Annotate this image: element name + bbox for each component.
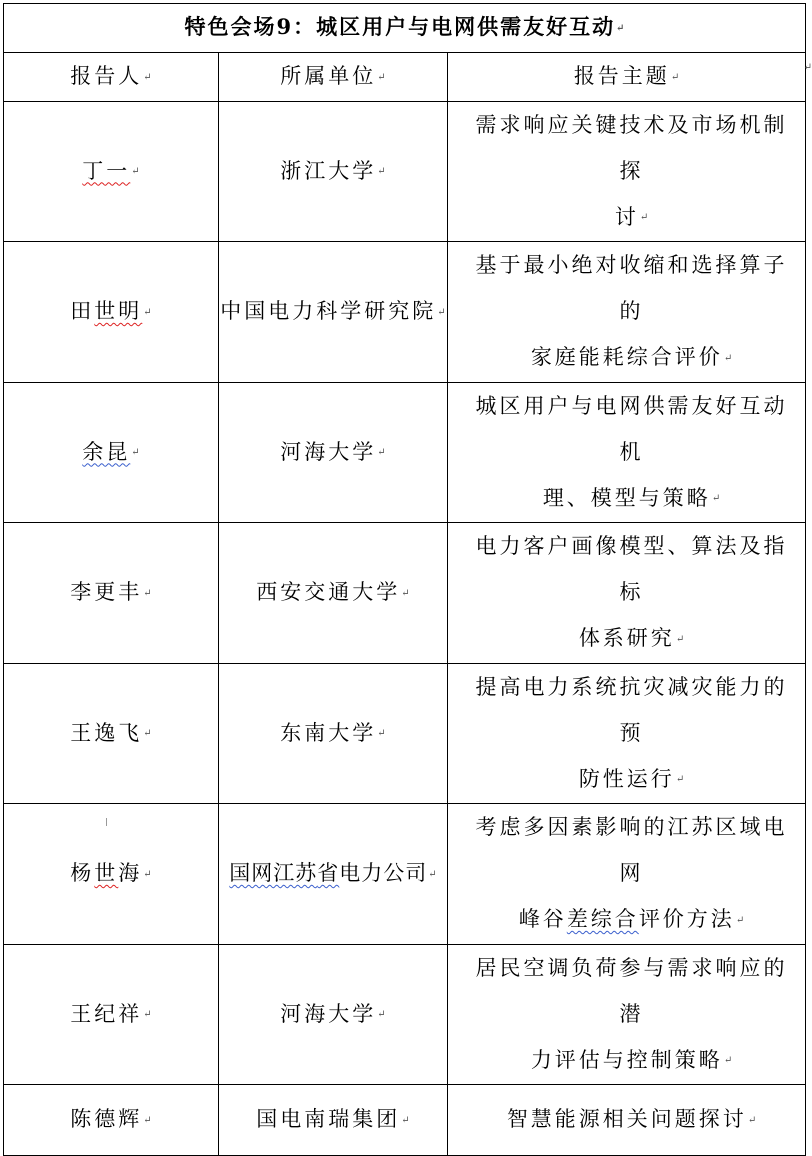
reporter-name: 杨世海↵ (4, 804, 219, 945)
reporter-name: 王纪祥↵ (4, 944, 219, 1085)
reporter-name: 田世明↵ (4, 242, 219, 383)
reporter-unit: 东南大学↵ (219, 663, 448, 804)
table-row (4, 1085, 806, 1156)
report-topic: 提高电力系统抗灾减灾能力的预 防性运行↵ (448, 663, 806, 804)
table-row (4, 944, 806, 1085)
reporter-name: 李更丰↵ (4, 523, 219, 664)
title-row (4, 4, 806, 53)
reporter-unit: 中国电力科学研究院↵ (219, 242, 448, 383)
report-topic: 城区用户与电网供需友好互动机 理、模型与策略↵ (448, 382, 806, 523)
report-topic: 基于最小绝对收缩和选择算子的 家庭能耗综合评价↵ (448, 242, 806, 383)
reporter-unit: 河海大学↵ (219, 944, 448, 1085)
row-end-mark: ↵ (803, 62, 812, 73)
report-topic: 智慧能源相关问题探讨↵ (448, 1085, 806, 1156)
table-row (4, 523, 806, 664)
header-unit: 所属单位↵ (219, 53, 448, 102)
reporter-unit: 国网江苏省电力公司↵ (219, 804, 448, 945)
header-row (4, 53, 806, 102)
table-row (4, 663, 806, 804)
reporter-unit: 浙江大学↵ (219, 101, 448, 242)
reporter-name: 丁一↵ (4, 101, 219, 242)
text-cursor-marker (106, 818, 107, 826)
session-table (3, 3, 806, 1156)
reporter-unit: 西安交通大学↵ (219, 523, 448, 664)
header-topic: 报告主题↵ (448, 53, 806, 102)
reporter-name: 余昆↵ (4, 382, 219, 523)
report-topic: 居民空调负荷参与需求响应的潜 力评估与控制策略↵ (448, 944, 806, 1085)
report-topic: 考虑多因素影响的江苏区域电网 峰谷差综合评价方法↵ (448, 804, 806, 945)
reporter-name: 王逸飞↵ (4, 663, 219, 804)
reporter-name: 陈德辉↵ (4, 1085, 219, 1156)
table-row (4, 382, 806, 523)
reporter-unit: 河海大学↵ (219, 382, 448, 523)
header-reporter: 报告人↵ (4, 53, 219, 102)
session-title: 特色会场9：城区用户与电网供需友好互动↵ (4, 4, 806, 53)
table-row (4, 242, 806, 383)
table-row (4, 101, 806, 242)
report-topic: 电力客户画像模型、算法及指标 体系研究↵ (448, 523, 806, 664)
table-row (4, 804, 806, 945)
report-topic: 需求响应关键技术及市场机制探 讨↵ (448, 101, 806, 242)
reporter-unit: 国电南瑞集团↵ (219, 1085, 448, 1156)
